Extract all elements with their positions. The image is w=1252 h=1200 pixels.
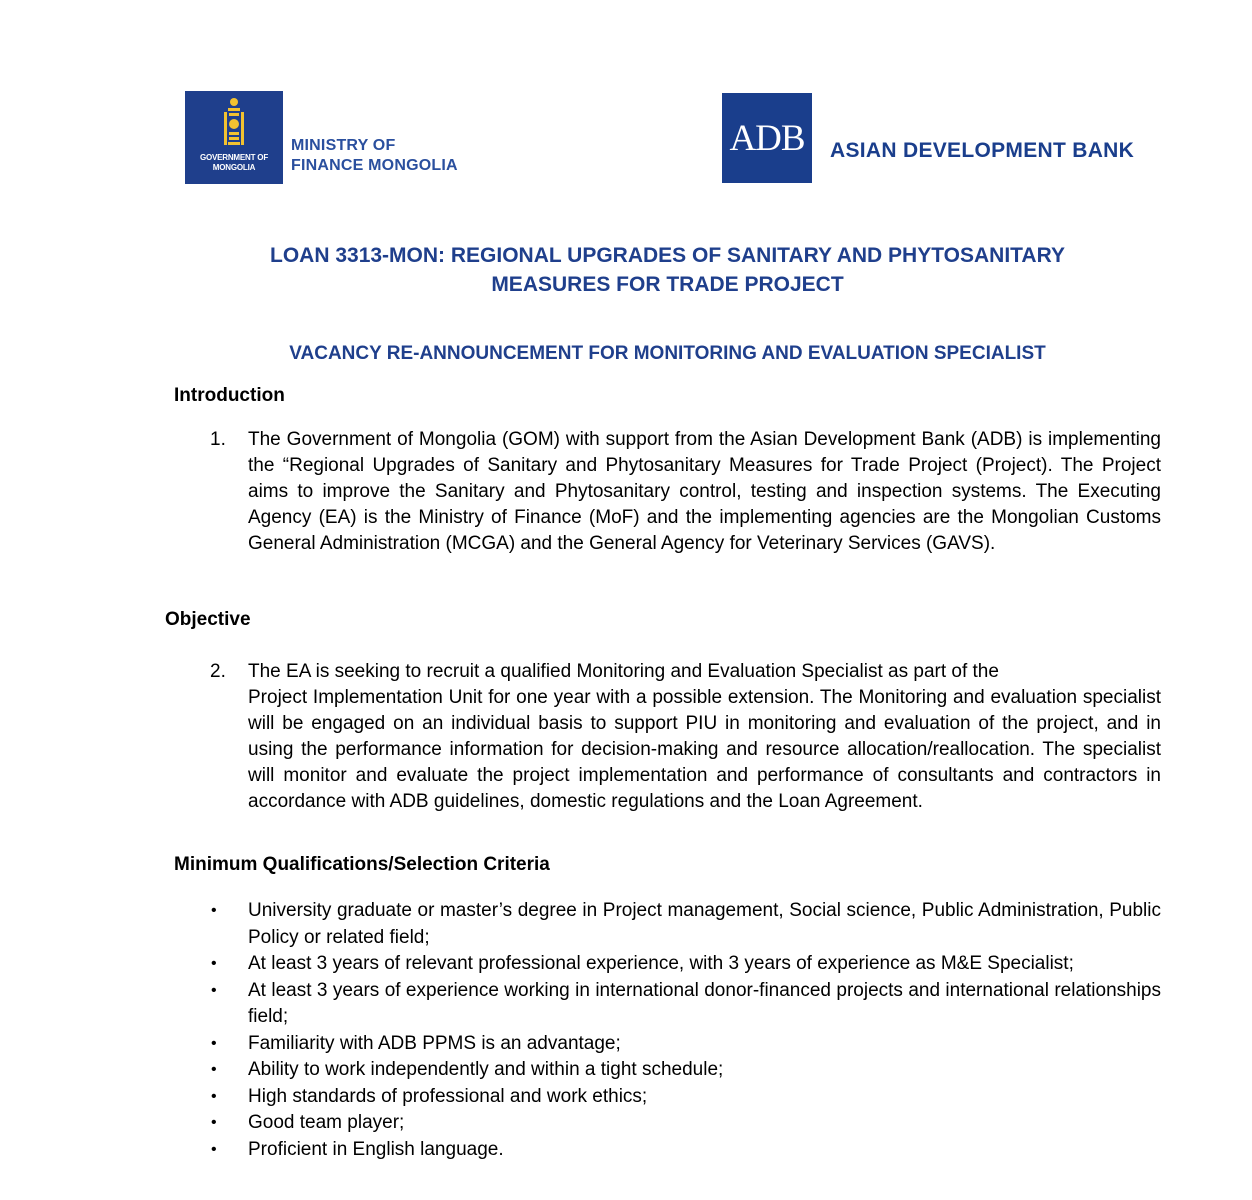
- list-item: • Good team player;: [205, 1110, 1161, 1137]
- list-item: • At least 3 years of relevant professional experience, with 3 years of experience as M&E Specialist;: [205, 951, 1161, 978]
- title-line-1: LOAN 3313-MON: REGIONAL UPGRADES OF SANITARY AND PHYTOSANITARY: [270, 244, 1065, 267]
- adb-logo: ADB: [722, 93, 812, 183]
- vacancy-subtitle: VACANCY RE-ANNOUNCEMENT FOR MONITORING AND EVALUATION SPECIALIST: [289, 343, 1046, 364]
- objective-first-line: The EA is seeking to recruit a qualified Monitoring and Evaluation Specialist as part of the: [248, 661, 999, 682]
- bullet-icon: •: [211, 1061, 217, 1078]
- bullet-icon: •: [211, 1140, 217, 1158]
- introduction-paragraph: The Government of Mongolia (GOM) with support from the Asian Development Bank (ADB) is implementing the “Regional Upgrades of Sanitary and Phytosanitary Measures for Trade Project (Project). The Project aims to improve the Sanitary and Phytosanitary control, testing and inspection systems. The Executing Agency (EA) is the Ministry of Finance (MoF) and the implementing agencies are the Mongolian Customs General Administration (MCGA) and the General Agency for Veterinary Services (GAVS).: [248, 429, 1161, 554]
- mof-name: [291, 136, 458, 176]
- list-item: • Proficient in English language.: [205, 1137, 1161, 1164]
- paragraph-number-2: 2.: [210, 661, 226, 682]
- list-item: • High standards of professional and work ethics;: [205, 1084, 1161, 1111]
- introduction-heading: Introduction: [174, 385, 285, 406]
- title-line-2: MEASURES FOR TRADE PROJECT: [491, 273, 844, 296]
- mof-logo-text: GOVERNMENT OF MONGOLIA: [199, 153, 269, 172]
- objective-paragraph: Project Implementation Unit for one year with a possible extension. The Monitoring and evaluation specialist will be engaged on an individual basis to support PIU in monitoring and evaluation of the project, and in using the performance information for decision-making and resource allocation/reallocation. The specialist will monitor and evaluate the project implementation and performance of consultants and contractors in accordance with ADB guidelines, domestic regulations and the Loan Agreement.: [248, 687, 1161, 812]
- bullet-icon: •: [211, 981, 217, 999]
- list-item: • Familiarity with ADB PPMS is an advantage;: [205, 1031, 1161, 1058]
- bullet-icon: •: [211, 955, 217, 972]
- soyombo-emblem-icon: [223, 97, 245, 147]
- list-item: • Ability to work independently and within a tight schedule;: [205, 1057, 1161, 1084]
- mof-logo: [185, 91, 283, 184]
- bullet-icon: •: [211, 902, 217, 919]
- page-title: [150, 241, 1185, 299]
- qualifications-list: [205, 898, 1165, 1163]
- mof-name-line2: FINANCE MONGOLIA: [291, 157, 458, 174]
- paragraph-number-1: 1.: [210, 429, 226, 450]
- list-item: • University graduate or master’s degree in Project management, Social science, Public Administration, Public Policy or related field;: [211, 900, 1161, 948]
- bullet-icon: •: [211, 1087, 217, 1105]
- bullet-icon: •: [211, 1114, 217, 1131]
- qualifications-heading: Minimum Qualifications/Selection Criteria: [174, 854, 550, 875]
- list-item: • At least 3 years of experience working in international donor-financed projects and international relationships field;: [211, 979, 1161, 1027]
- bullet-icon: •: [211, 1034, 217, 1052]
- objective-heading: Objective: [165, 609, 251, 630]
- adb-name: ASIAN DEVELOPMENT BANK: [830, 139, 1135, 162]
- mof-name-line1: MINISTRY OF: [291, 137, 396, 154]
